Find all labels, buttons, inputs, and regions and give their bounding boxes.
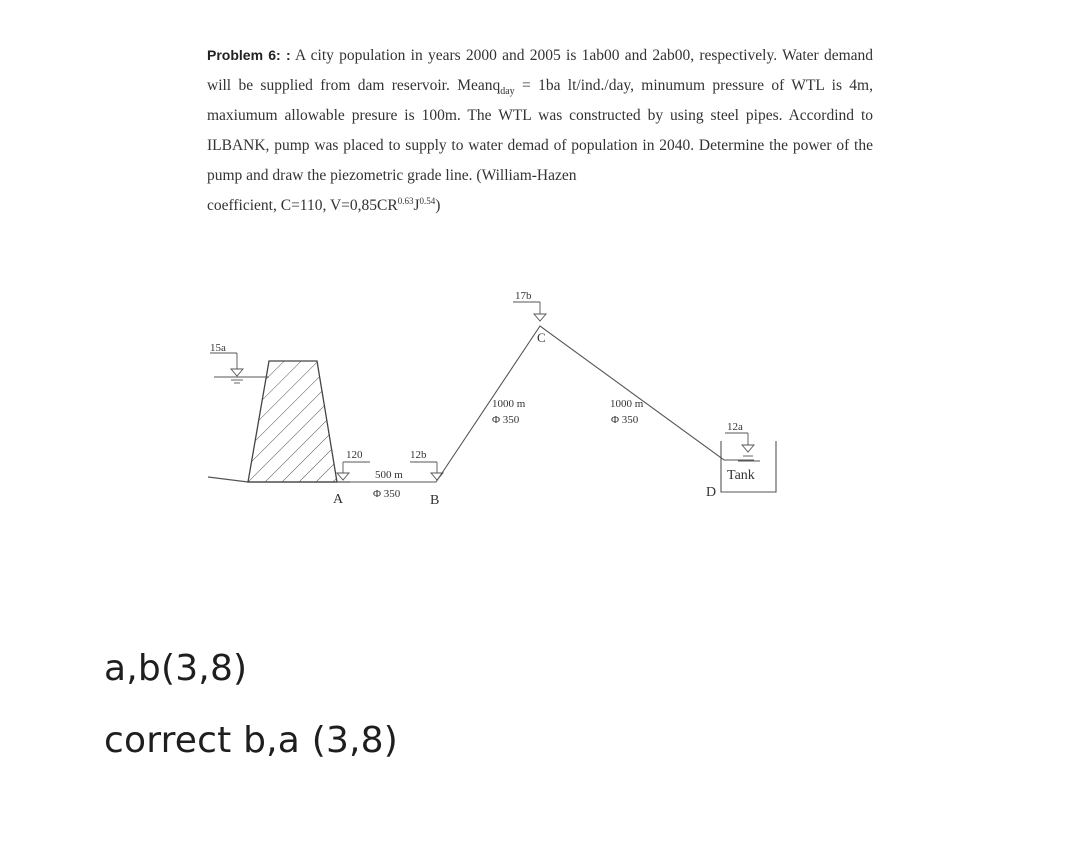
pipe-cd-length: 1000 m <box>610 398 644 410</box>
answer-note-1: a,b(3,8) <box>104 648 248 689</box>
exponent-j: 0.54 <box>419 195 436 206</box>
exponent-r: 0.63 <box>397 195 414 206</box>
problem-text-1: A city population in years 2000 and 2005 is 1ab00 and 2ab00, respectively. Water demand will be supplied from dam reservoir. Meanq <box>207 47 874 94</box>
elevation-marker-a <box>337 462 370 480</box>
pipe-ab-length: 500 m <box>375 469 403 481</box>
problem-text-5: ) <box>435 197 441 214</box>
problem-text-4: J <box>413 197 420 214</box>
elevation-marker-b <box>410 462 443 480</box>
point-d-label: D <box>706 485 717 500</box>
pipe-bc-length: 1000 m <box>492 398 526 410</box>
elevation-marker-c <box>513 302 546 321</box>
elevation-a-label: 120 <box>346 449 363 461</box>
pipe-bc-diameter: Φ 350 <box>492 414 520 426</box>
point-a-label: A <box>333 492 344 507</box>
tank-level-marker <box>725 433 754 456</box>
pipeline <box>337 326 754 482</box>
reservoir-level-marker <box>210 353 243 383</box>
elevation-c-label: 17b <box>515 290 532 302</box>
tank-body <box>721 441 776 492</box>
dam-body <box>248 361 337 482</box>
subscript-day: day <box>500 86 515 98</box>
reservoir-level-label: 15a <box>210 342 226 354</box>
elevation-b-label: 12b <box>410 449 427 461</box>
tank-level-label: 12a <box>727 421 743 433</box>
pipe-ab-diameter: Φ 350 <box>373 488 401 500</box>
problem-text-3: coefficient, C=110, V=0,85CR <box>207 197 398 214</box>
problem-text-2: = 1ba lt/ind./day, minumum pressure of WTL is 4m, maxiumum allowable presure is 100m. The WTL was constructed by using steel pipes. Accordind to ILBANK, pump was placed to supply to water demad of population in 2040. Determine the power of the pump and draw the piezometric grade line. (William-Hazen <box>207 77 873 184</box>
point-c-label: C <box>537 330 546 345</box>
problem-title: Problem 6: : <box>207 47 291 63</box>
pipe-cd-diameter: Φ 350 <box>611 414 639 426</box>
tank-label: Tank <box>727 468 755 483</box>
answer-note-2: correct b,a (3,8) <box>104 720 399 761</box>
point-b-label: B <box>430 493 440 508</box>
